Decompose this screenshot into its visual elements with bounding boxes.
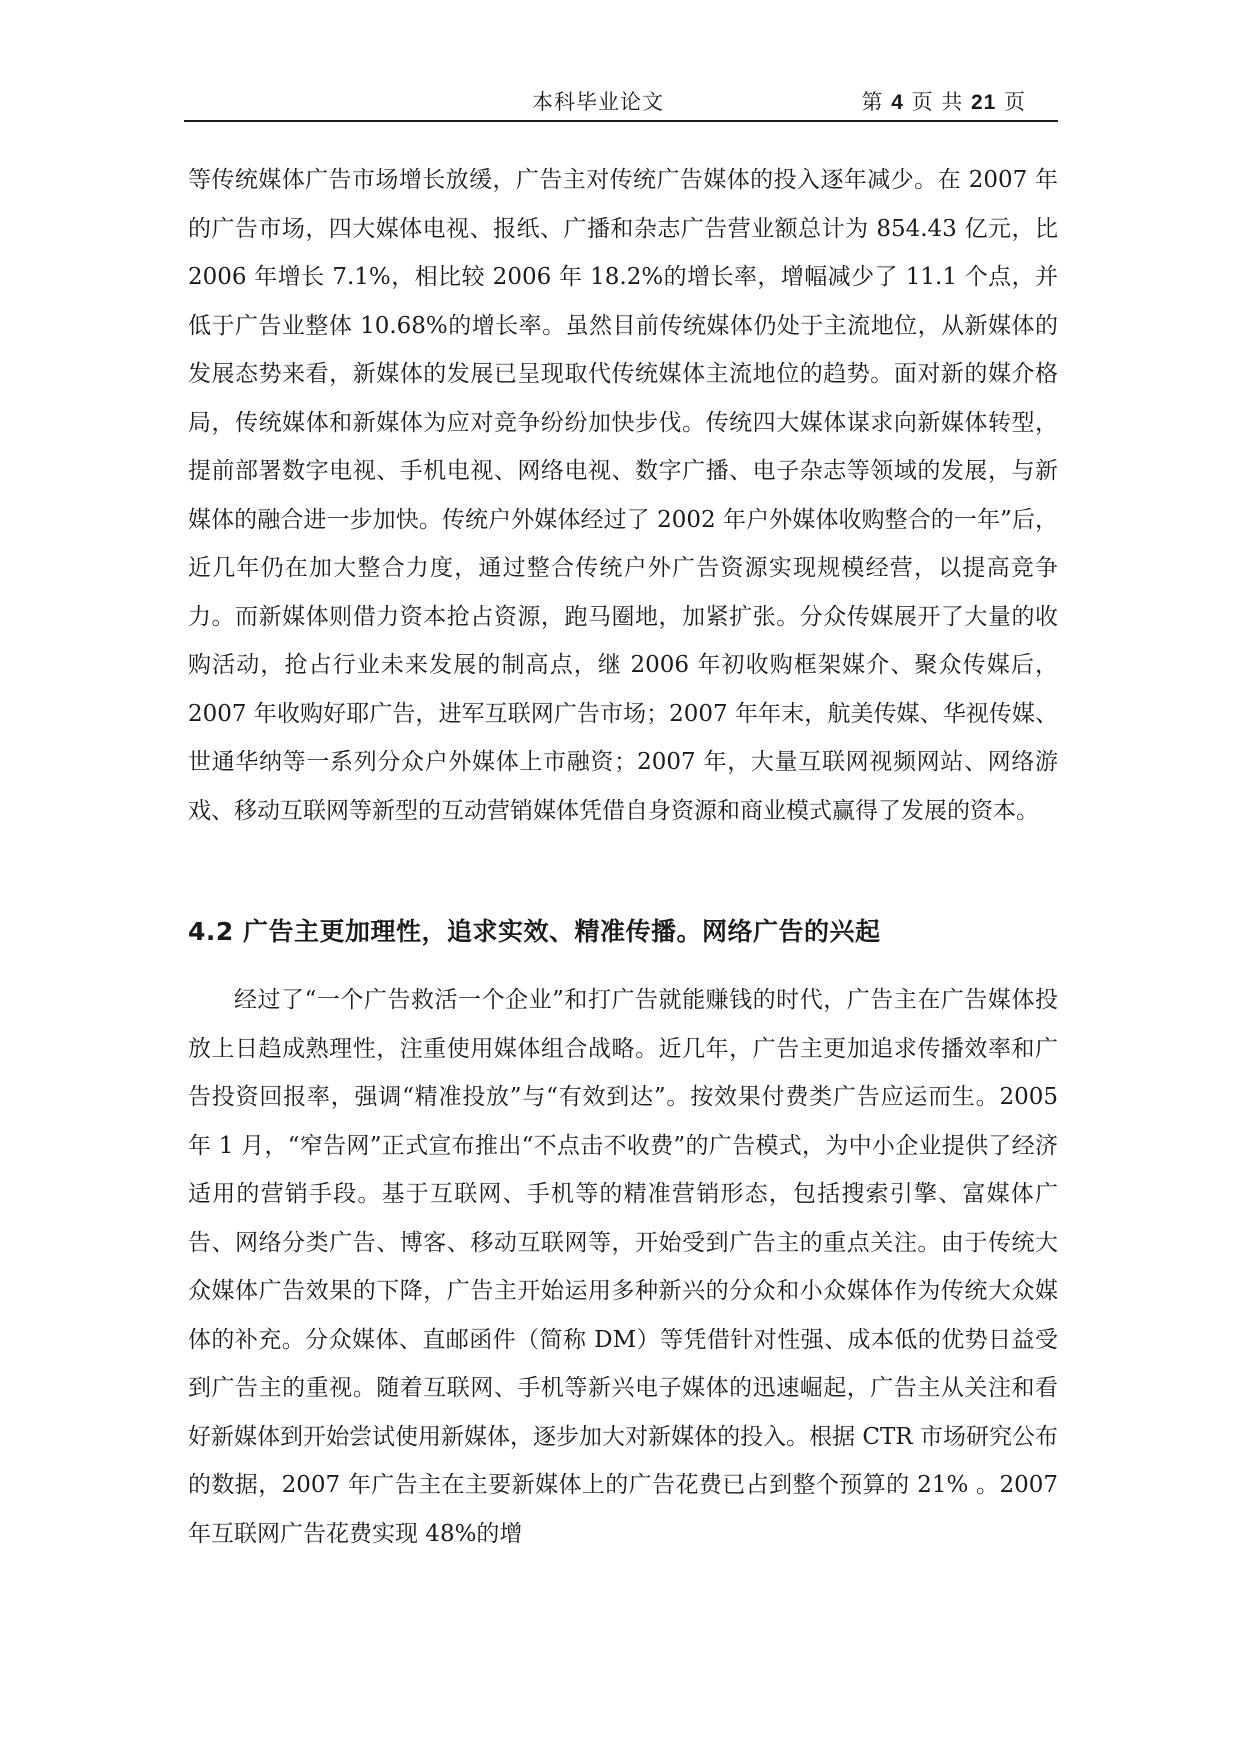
page-prefix: 第 [861,90,884,114]
page-total: 21 [970,91,997,114]
page-mid: 页 共 [911,90,964,114]
page-suffix: 页 [1004,90,1026,114]
section-heading: 4.2 广告主更加理性，追求实效、精准传播。网络广告的兴起 [188,917,881,946]
body-paragraph: 经过了“一个广告救活一个企业”和打广告就能赚钱的时代，广告主在广告媒体投放上日趋成熟理性，注重使用媒体组合战略。近几年，广告主更加追求传播效率和广告投资回报率，强调“精准投放”与“有效到达”。按效果付费类广告应运而生。2005 年 1 月，“窄告网”正式宣布推出“不点击不收费”的广告模式，为中小企业提供了经济适用的营销手段。基于互联网、手机等的精准营销形态，包括搜索引擎、富媒体广告、网络分类广告、博客、移动互联网等，开始受到广告主的重点关注。由于传统大众媒体广告效果的下降，广告主开始运用多种新兴的分众和小众媒体作为传统大众媒体的补充。分众媒体、直邮函件（简称 DM）等凭借针对性强、成本低的优势日益受到广告主的重视。随着互联网、手机等新兴电子媒体的迅速崛起，广告主从关注和看好新媒体到开始尝试使用新媒体，逐步加大对新媒体的投入。根据 CTR 市场研究公布的数据，2007 年广告主在主要新媒体上的广告花费已占到整个预算的 21% 。2007 年互联网广告花费实现 48%的增 [188,987,1058,1547]
body-paragraph: 等传统媒体广告市场增长放缓，广告主对传统广告媒体的投入逐年减少。在 2007 年的广告市场，四大媒体电视、报纸、广播和杂志广告营业额总计为 854.43 亿元，比 2006 年增长 7.1%，相比较 2006 年 18.2%的增长率，增幅减少了 11.1 个点，并低于广告业整体 10.68%的增长率。虽然目前传统媒体仍处于主流地位，从新媒体的发展态势来看，新媒体的发展已呈现取代传统媒体主流地位的趋势。面对新的媒介格局，传统媒体和新媒体为应对竞争纷纷加快步伐。传统四大媒体谋求向新媒体转型，提前部署数字电视、手机电视、网络电视、数字广播、电子杂志等领域的发展，与新媒体的融合进一步加快。传统户外媒体经过了 2002 年户外媒体收购整合的一年”后，近几年仍在加大整合力度，通过整合传统户外广告资源实现规模经营，以提高竞争力。而新媒体则借力资本抢占资源，跑马圈地，加紧扩张。分众传媒展开了大量的收购活动，抢占行业未来发展的制高点，继 2006 年初收购框架媒介、聚众传媒后，2007 年收购好耶广告，进军互联网广告市场；2007 年年末，航美传媒、华视传媒、世通华纳等一系列分众户外媒体上市融资；2007 年，大量互联网视频网站、网络游戏、移动互联网等新型的互动营销媒体凭借自身资源和商业模式赢得了发展的资本。 [188,167,1058,824]
page-header [184,80,1058,122]
header-title: 本科毕业论文 [532,90,664,114]
header-page-number [862,86,1026,116]
page-current: 4 [891,91,904,114]
